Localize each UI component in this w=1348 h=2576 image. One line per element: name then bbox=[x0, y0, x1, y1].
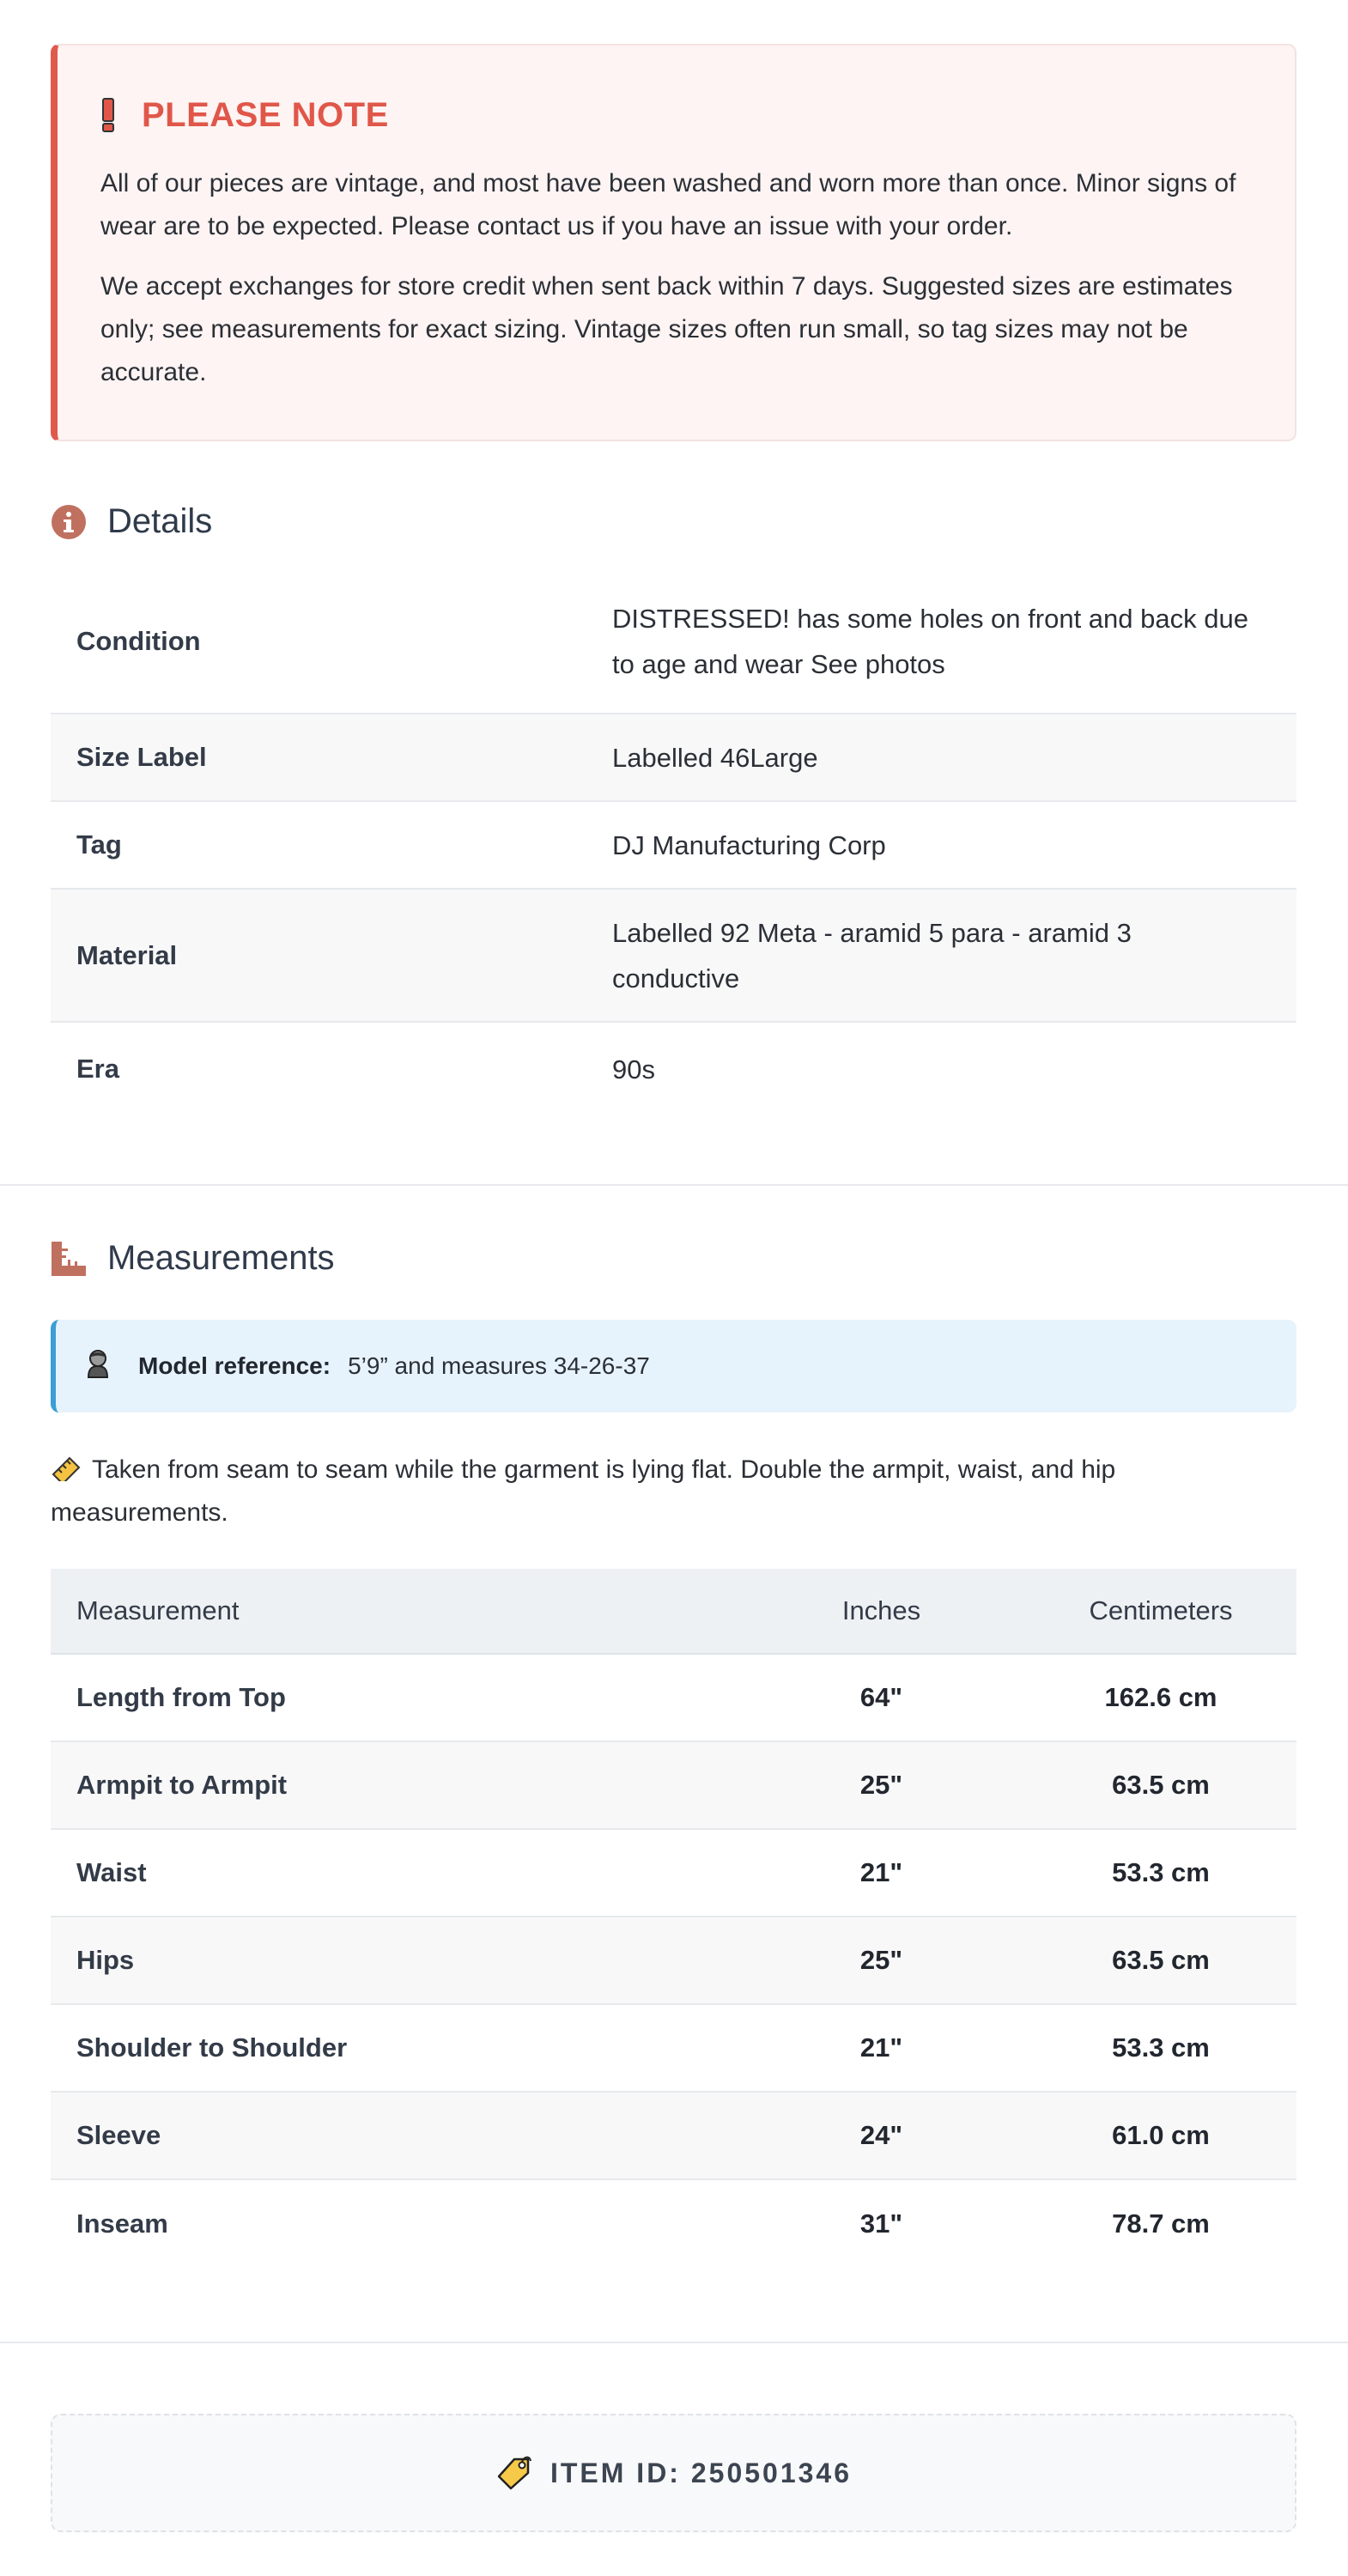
measurement-inches: 21" bbox=[859, 1857, 903, 1887]
table-row bbox=[51, 2093, 1296, 2180]
table-row bbox=[51, 2180, 1296, 2268]
measurement-note-text: Taken from seam to seam while the garment is lying flat. Double the armpit, waist, and hip measurements. bbox=[51, 1455, 1116, 1527]
measurement-cm: 63.5 cm bbox=[1112, 1770, 1210, 1800]
column-header-measurement: Measurement bbox=[76, 1595, 240, 1625]
note-header bbox=[100, 94, 1254, 137]
details-row bbox=[51, 569, 1296, 714]
person-icon bbox=[83, 1348, 112, 1385]
details-value: Labelled 46Large bbox=[612, 742, 818, 773]
model-reference-label: Model reference: bbox=[138, 1352, 331, 1379]
note-paragraph-1: All of our pieces are vintage, and most have been washed and worn more than once. Minor signs of wear are to be expected. Please contact us if you have an issue with your order. bbox=[100, 169, 1236, 240]
measurement-cm: 78.7 cm bbox=[1112, 2208, 1210, 2239]
measurement-name: Length from Top bbox=[76, 1682, 286, 1712]
table-row bbox=[51, 1655, 1296, 1742]
measurement-name: Shoulder to Shoulder bbox=[76, 2032, 348, 2063]
details-heading bbox=[51, 502, 212, 541]
pencil-icon bbox=[51, 1452, 82, 1478]
measurement-name: Inseam bbox=[76, 2208, 168, 2239]
details-value: 90s bbox=[612, 1054, 655, 1084]
measurement-inches: 31" bbox=[859, 2208, 903, 2239]
section-divider bbox=[0, 2342, 1348, 2343]
details-value: Labelled 92 Meta - aramid 5 para - aramid 3 conductive bbox=[612, 917, 1132, 993]
details-title: Details bbox=[107, 502, 213, 540]
note-paragraph-2: We accept exchanges for store credit when sent back within 7 days. Suggested sizes are estimates only; see measurements for exact sizing. Vintage sizes often run small, so tag sizes may not be accurate. bbox=[100, 272, 1233, 386]
details-label: Size Label bbox=[76, 742, 207, 772]
measurement-name: Waist bbox=[76, 1857, 147, 1887]
exclamation-icon bbox=[100, 98, 135, 132]
tag-icon bbox=[495, 2454, 533, 2492]
model-reference-box bbox=[51, 1320, 1296, 1413]
table-row bbox=[51, 2005, 1296, 2093]
measurement-name: Armpit to Armpit bbox=[76, 1770, 288, 1800]
details-label: Era bbox=[76, 1054, 119, 1084]
details-row bbox=[51, 890, 1296, 1023]
measurement-cm: 53.3 cm bbox=[1112, 1857, 1210, 1887]
details-row bbox=[51, 714, 1296, 802]
measurement-name: Sleeve bbox=[76, 2120, 161, 2150]
details-label: Tag bbox=[76, 829, 122, 860]
measurement-note bbox=[51, 1449, 1278, 1534]
measurement-inches: 25" bbox=[859, 1770, 903, 1800]
measurement-cm: 61.0 cm bbox=[1112, 2120, 1210, 2150]
details-label: Condition bbox=[76, 625, 201, 656]
details-value: DISTRESSED! has some holes on front and back due to age and wear See photos bbox=[612, 603, 1248, 679]
details-label: Material bbox=[76, 939, 178, 970]
measurement-name: Hips bbox=[76, 1945, 135, 1975]
table-row bbox=[51, 1830, 1296, 1917]
measurement-cm: 53.3 cm bbox=[1112, 2032, 1210, 2063]
table-row bbox=[51, 1742, 1296, 1830]
info-icon bbox=[51, 504, 87, 540]
details-value: DJ Manufacturing Corp bbox=[612, 829, 886, 860]
measurement-inches: 21" bbox=[859, 2032, 903, 2063]
ruler-icon bbox=[51, 1241, 87, 1277]
measurements-heading bbox=[51, 1239, 335, 1278]
details-table bbox=[51, 569, 1296, 1115]
details-row bbox=[51, 1023, 1296, 1115]
item-id-box bbox=[51, 2414, 1296, 2532]
measurement-inches: 24" bbox=[859, 2120, 903, 2150]
measurement-cm: 162.6 cm bbox=[1104, 1682, 1217, 1712]
model-reference-value: 5’9” and measures 34-26-37 bbox=[348, 1352, 650, 1379]
column-header-centimeters: Centimeters bbox=[1089, 1595, 1233, 1625]
column-header-inches: Inches bbox=[841, 1595, 921, 1625]
measurement-inches: 64" bbox=[859, 1682, 903, 1712]
details-row bbox=[51, 802, 1296, 890]
table-header bbox=[51, 1569, 1296, 1655]
table-row bbox=[51, 1917, 1296, 2005]
note-title: PLEASE NOTE bbox=[142, 95, 389, 134]
measurements-table bbox=[51, 1569, 1296, 2268]
item-id: ITEM ID: 250501346 bbox=[550, 2457, 853, 2488]
measurements-title: Measurements bbox=[107, 1239, 335, 1277]
measurement-cm: 63.5 cm bbox=[1112, 1945, 1210, 1975]
section-divider bbox=[0, 1184, 1348, 1186]
measurement-inches: 25" bbox=[859, 1945, 903, 1975]
please-note-box bbox=[51, 44, 1296, 441]
